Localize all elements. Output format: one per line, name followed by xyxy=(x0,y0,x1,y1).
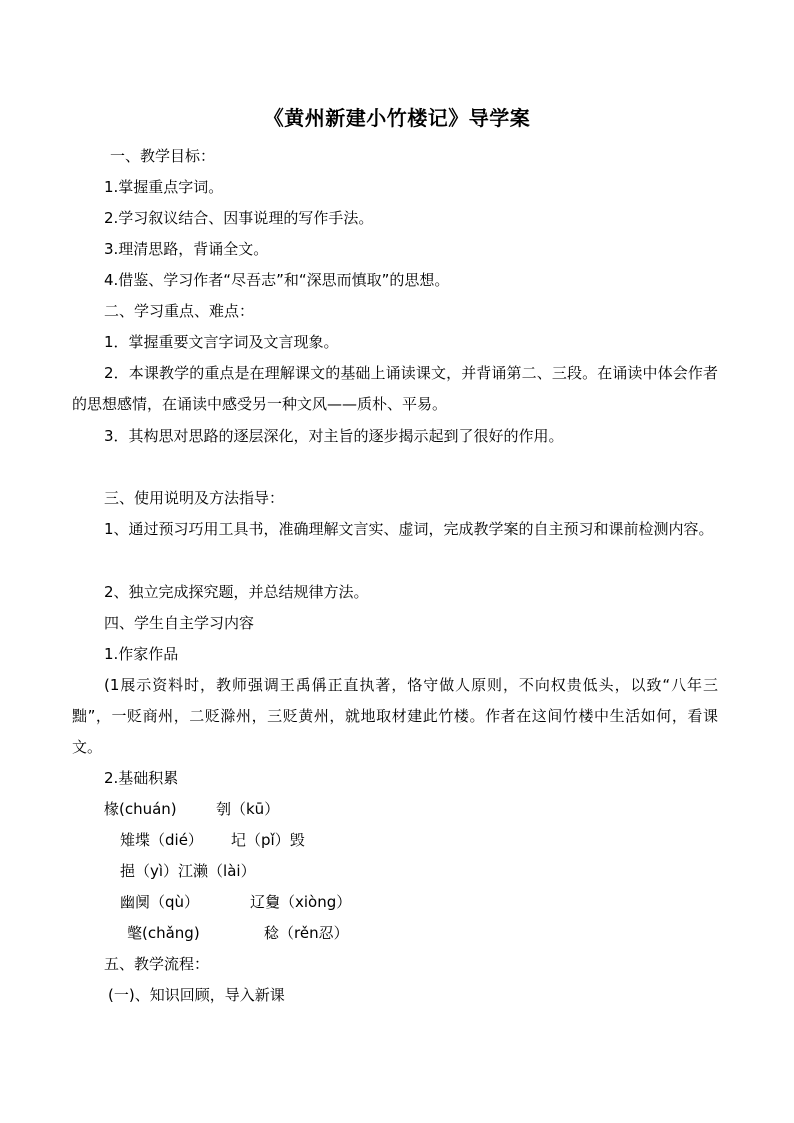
vocab-chang: 氅(chǎng) xyxy=(127,924,200,942)
instruction-2: 2、独立完成探究题，并总结规律方法。 xyxy=(104,583,369,601)
procedure-step-1: (一)、知识回顾，导入新课 xyxy=(108,986,285,1004)
selfstudy-basic-accumulation: 2.基础积累 xyxy=(104,769,179,787)
vocab-ku: 刳（kū） xyxy=(216,800,280,818)
objective-4: 4.借鉴、学习作者“尽吾志”和“深思而慎取”的思想。 xyxy=(104,271,450,289)
vocab-pi: 圮（pǐ）毁 xyxy=(231,831,305,849)
vocab-xiong: 辽敻（xiòng） xyxy=(250,893,352,911)
section-instructions-heading: 三、使用说明及方法指导： xyxy=(104,489,285,507)
section-procedure-heading: 五、教学流程： xyxy=(104,955,210,973)
vocab-die: 雉堞（dié） xyxy=(120,831,203,849)
vocab-chuan: 椽(chuán) xyxy=(104,800,177,818)
selfstudy-author-works: 1.作家作品 xyxy=(104,645,179,663)
objective-3: 3.理清思路，背诵全文。 xyxy=(104,240,269,258)
section-selfstudy-heading: 四、学生自主学习内容 xyxy=(104,614,255,632)
document-title: 《黄州新建小竹楼记》导学案 xyxy=(263,106,531,130)
vocab-ren: 稔（rěn忍） xyxy=(264,924,349,942)
keypoint-2: 2．本课教学的重点是在理解课文的基础上诵读课文，并背诵第二、三段。在诵读中体会作者的思想感情，在诵读中感受另一种文风——质朴、平易。 xyxy=(72,364,718,413)
objective-2: 2.学习叙议结合、因事说理的写作手法。 xyxy=(104,209,374,227)
section-objectives-heading: 一、教学目标： xyxy=(110,147,216,165)
instruction-1: 1、通过预习巧用工具书，准确理解文言实、虚词，完成教学案的自主预习和课前检测内容。 xyxy=(104,520,714,538)
keypoint-3: 3．其构思对思路的逐层深化，对主旨的逐步揭示起到了很好的作用。 xyxy=(104,427,564,445)
vocab-qu: 幽阒（qù） xyxy=(120,893,200,911)
author-works-text: (1展示资料时，教师强调王禹偁正直执著，恪守做人原则，不向权贵低头，以致“八年三黜”，一贬商州，二贬滁州，三贬黄州，就地取材建此竹楼。作者在这间竹楼中生活如何，看课文。 xyxy=(72,676,718,756)
vocab-yi-lai: 挹（yì）江濑（lài） xyxy=(120,862,256,880)
keypoint-1: 1．掌握重要文言字词及文言现象。 xyxy=(104,333,339,351)
objective-1: 1.掌握重点字词。 xyxy=(104,178,224,196)
section-keypoints-heading: 二、学习重点、难点： xyxy=(104,302,255,320)
